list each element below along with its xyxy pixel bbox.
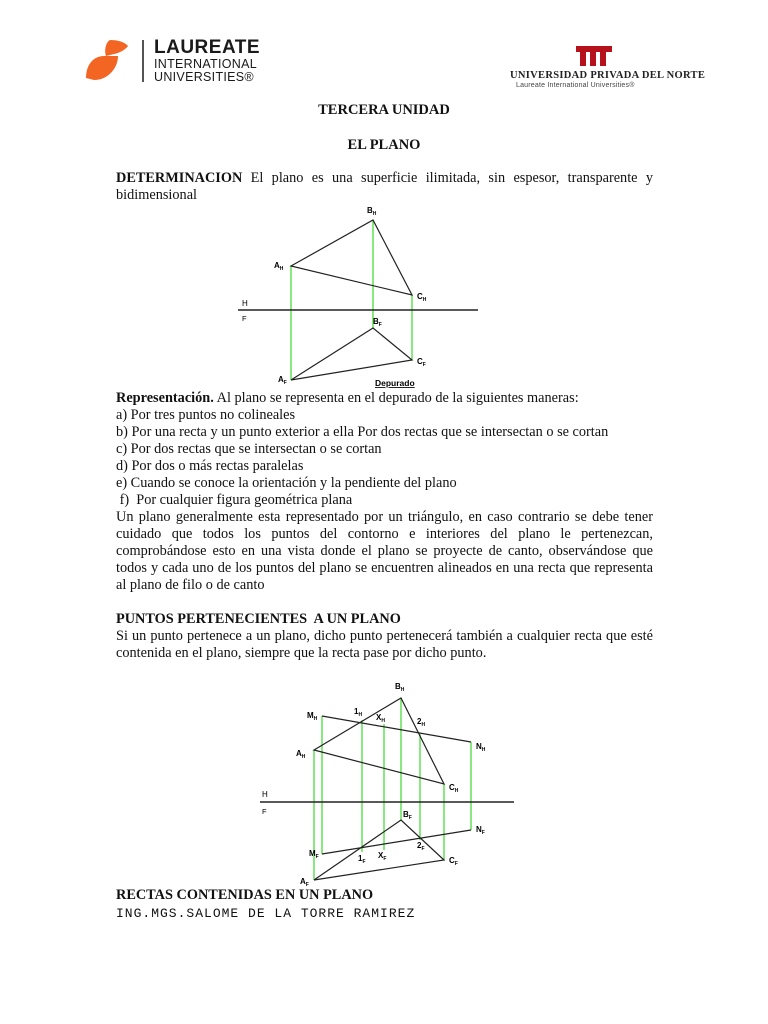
puntos-heading: PUNTOS PERTENECIENTES A UN PLANO xyxy=(116,611,401,627)
label-cf: $C_F$ xyxy=(449,856,458,867)
label-cf: $C_F$ xyxy=(417,357,426,368)
label-bh: $B_H$ xyxy=(395,682,405,693)
determinacion-text: El plano es una superficie ilimitada, sin espesor, transparente y bidimensional xyxy=(116,170,653,203)
laureate-main-text: LAUREATE xyxy=(154,37,261,58)
label-ah: $A_H$ xyxy=(296,749,306,760)
figure-plane-depurado xyxy=(230,200,490,390)
figure-points-in-plane xyxy=(250,672,530,887)
page-subtitle: EL PLANO xyxy=(347,137,421,153)
representacion-paragraph: Un plano generalmente esta representado por un triángulo, en caso contrario se debe tener cuidado que todos los puntos del contorno e interiores del plano le pertenezcan, comprobándose esto en una vista donde el plano se proyecte de canto, observándose que todos y cada uno de los puntos del plano se encuentren alineados en una recta que representa al plano de filo o de canto xyxy=(116,509,653,593)
laureate-line1: INTERNATIONAL xyxy=(154,57,257,71)
list-item: c) Por dos rectas que se intersectan o se cortan xyxy=(116,441,382,457)
representacion-label: Representación. xyxy=(116,390,214,406)
label-2f: $2_F$ xyxy=(417,841,425,852)
representacion-intro xyxy=(116,390,579,407)
triangle-frontal xyxy=(291,328,412,380)
list-item: b) Por una recta y un punto exterior a ella Por dos rectas que se intersectan o se cortan xyxy=(116,424,609,440)
label-2h: $2_H$ xyxy=(417,717,426,728)
determinacion-paragraph xyxy=(116,170,653,204)
upn-name: UNIVERSIDAD PRIVADA DEL NORTE xyxy=(510,70,706,81)
line-mn-frontal xyxy=(322,830,471,854)
label-nf: $N_F$ xyxy=(476,825,485,836)
label-bf: $B_F$ xyxy=(373,317,382,328)
label-1f: $1_F$ xyxy=(358,854,366,865)
laureate-logo xyxy=(84,38,264,84)
label-nh: $N_H$ xyxy=(476,742,486,753)
label-h: H xyxy=(242,299,248,308)
list-item: a) Por tres puntos no colineales xyxy=(116,407,296,423)
author-footer: ING.MGS.SALOME DE LA TORRE RAMIREZ xyxy=(116,906,416,921)
label-af: $A_F$ xyxy=(300,877,309,887)
label-bf: $B_F$ xyxy=(403,810,412,821)
page-title: TERCERA UNIDAD xyxy=(318,102,450,118)
laureate-leaf-icon xyxy=(84,38,130,84)
label-ch: $C_H$ xyxy=(417,292,427,303)
triangle-horizontal xyxy=(314,698,444,784)
list-item: f) Por cualquier figura geométrica plana xyxy=(116,492,353,508)
label-xf: $X_F$ xyxy=(378,851,387,862)
upn-subtitle: Laureate International Universities® xyxy=(516,82,635,89)
line-mn-horizontal xyxy=(322,716,471,742)
triangle-horizontal xyxy=(291,220,412,295)
laureate-divider xyxy=(142,40,144,82)
label-ah: $A_H$ xyxy=(274,261,284,272)
label-f: F xyxy=(242,314,247,323)
label-f: F xyxy=(262,807,267,816)
label-bh: $B_H$ xyxy=(367,206,377,217)
representacion-text: Al plano se representa en el depurado de la siguientes maneras: xyxy=(213,390,579,406)
laureate-line2: UNIVERSITIES® xyxy=(154,70,254,84)
determinacion-label: DETERMINACION xyxy=(116,170,243,186)
label-mf: $M_F$ xyxy=(309,849,319,860)
figure1-caption: Depurado xyxy=(375,378,415,388)
label-xh: $X_H$ xyxy=(376,713,385,724)
label-h: H xyxy=(262,790,268,799)
rectas-heading: RECTAS CONTENIDAS EN UN PLANO xyxy=(116,887,374,903)
upn-emblem-icon xyxy=(574,44,614,68)
label-mh: $M_H$ xyxy=(307,711,318,722)
label-af: $A_F$ xyxy=(278,375,287,386)
puntos-paragraph: Si un punto pertenece a un plano, dicho punto pertenecerá también a cualquier recta que esté contenida en el plano, siempre que la recta pase por dicho punto. xyxy=(116,628,653,661)
upn-logo xyxy=(508,44,706,92)
label-1h: $1_H$ xyxy=(354,707,363,718)
list-item: e) Cuando se conoce la orientación y la pendiente del plano xyxy=(116,475,457,491)
label-ch: $C_H$ xyxy=(449,783,459,794)
list-item: d) Por dos o más rectas paralelas xyxy=(116,458,304,474)
